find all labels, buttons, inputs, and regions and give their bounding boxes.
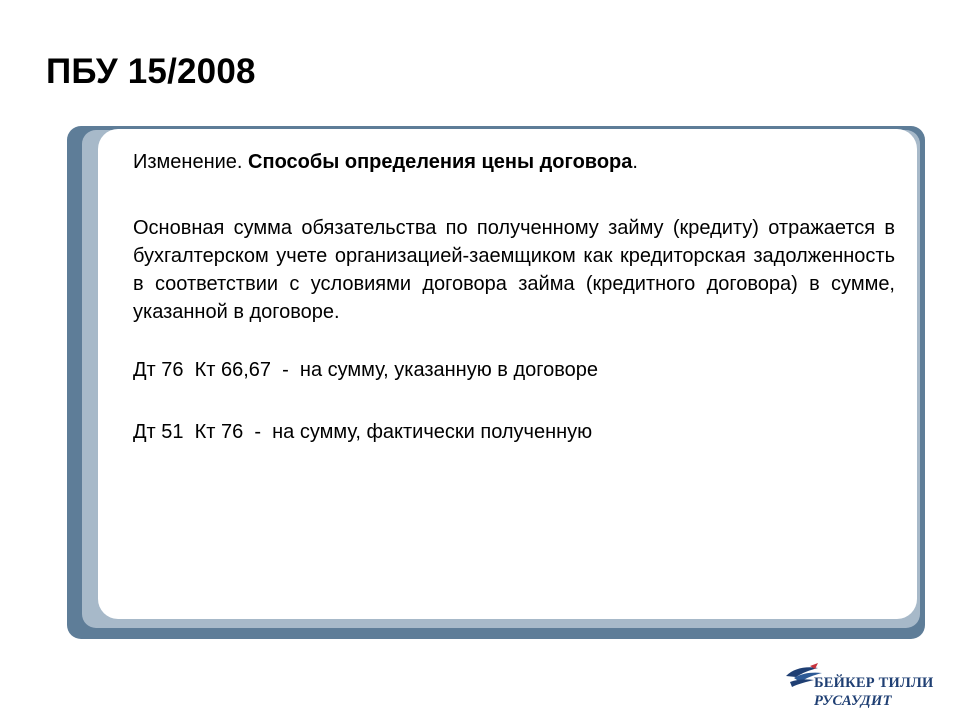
entry-line: Дт 51 Кт 76 - на сумму, фактически полученную xyxy=(133,421,593,443)
logo-text-line2: РУСАУДИТ xyxy=(814,693,892,709)
slide-title: ПБУ 15/2008 xyxy=(46,52,256,91)
intro-prefix: Изменение. xyxy=(133,151,249,173)
logo-text-line1: БЕЙКЕР ТИЛЛИ xyxy=(814,675,934,691)
content-text xyxy=(133,148,895,446)
entry-line: Дт 76 Кт 66,67 - на сумму, указанную в договоре xyxy=(133,359,599,381)
intro-bold: Способы определения цены договора xyxy=(248,151,633,173)
main-paragraph: Основная сумма обязательства по полученному займу (кредиту) отражается в бухгалтерском учете организацией-заемщиком как кредиторская задолженность в соответствии с условиями договора займа (кредитного договора) в сумме, указанной в договоре. xyxy=(133,217,895,323)
intro-suffix: . xyxy=(632,151,638,173)
intro-line xyxy=(133,148,895,176)
company-logo xyxy=(784,660,934,716)
